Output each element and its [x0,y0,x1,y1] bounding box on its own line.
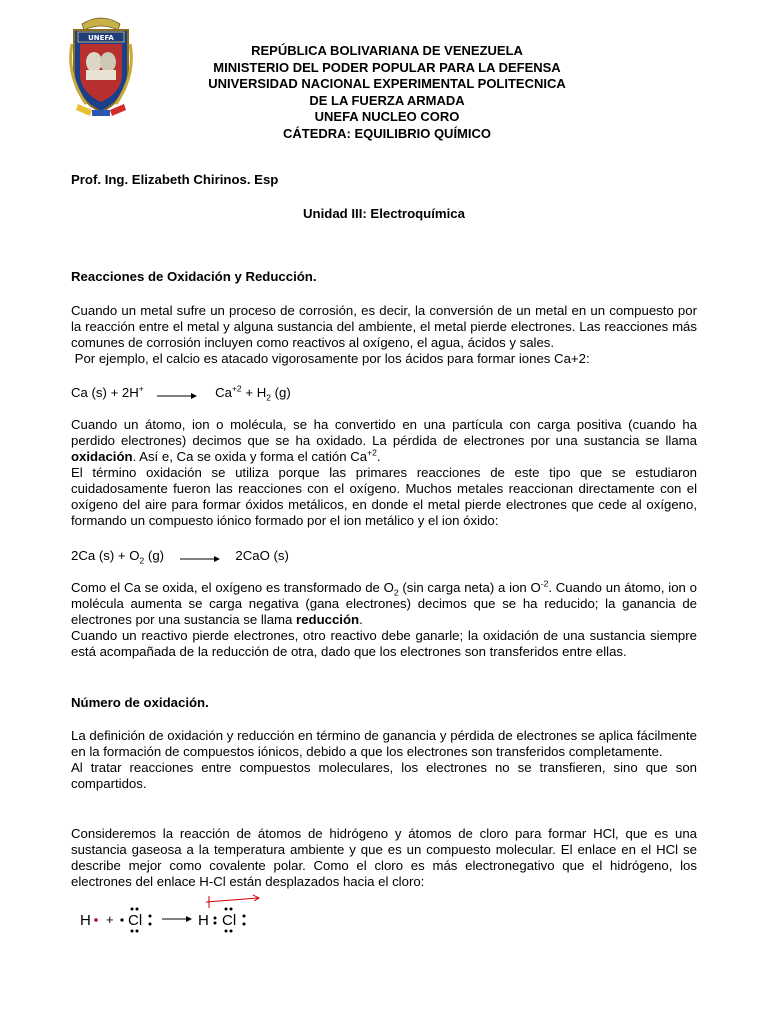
reaction-arrow-icon [180,552,222,562]
paragraph-reduction-definition: Como el Ca se oxida, el oxígeno es transformado de $O_2$ (sin carga neta) a ion $O^{-2}$. Cuando un átomo, ion o molécula aumenta se carga negativa (gana electrones) decimos que se ha reducido; la ganancia de electrones por una sustancia se llama reducción. Cuando un reactivo pierde electrones, otro reactivo debe ganarle; la oxidación de una sustancia siempre está acompañada de la reducción de otra, dado que los electrones son transferidos entre ellas. [71,578,697,659]
paragraph-calcium-example: Por ejemplo, el calcio es atacado vigorosamente por los ácidos para formar iones Ca+2: [71,351,590,366]
paragraph-oxidation-term: El término oxidación se utiliza porque las primares reacciones de este tipo que se estudiaron cuidadosamente fueron las reacciones con el oxígeno. Muchos metales reaccionan directamente con el oxígeno del aire para formar óxidos metálicos, en donde el metal pierde electrones que cede al oxígeno, formando un compuesto iónico formado por el ion metálico y el ion óxido: [71,465,697,528]
paragraph-electron-transfer: Cuando un reactivo pierde electrones, otro reactivo debe ganarle; la oxidación de una sustancia siempre está acompañada de la reducción de otra, dado que los electrones son transferidos entre ellas. [71,628,697,659]
header-line: REPÚBLICA BOLIVARIANA DE VENEZUELA [251,43,523,58]
lewis-h: H [80,912,91,929]
lewis-h-product: H [198,912,209,929]
lewis-cl: Cl [128,912,143,929]
logo-text: UNEFA [88,34,114,42]
header-line: MINISTERIO DEL PODER POPULAR PARA LA DEFENSA [213,59,561,75]
unit-title: Unidad III: Electroquímica [303,206,465,221]
paragraph-hcl [71,826,697,890]
unefa-shield-logo [68,14,134,118]
term-reduction: reducción [296,612,360,627]
header-line: CÁTEDRA: EQUILIBRIO QUÍMICO [283,125,491,141]
header-line: UNEFA NUCLEO CORO [314,109,460,124]
electron-dot-red [94,918,98,922]
header-line: DE LA FUERZA ARMADA [309,92,465,108]
paragraph-oxidation-definition: Cuando un átomo, ion o molécula, se ha convertido en una partícula con carga positiva (cuando ha perdido electrones) decimos que se ha oxidado. La pérdida de electrones por una sustancia se llama oxidación. Así e, Ca se oxida y forma el catión $Ca^{+2}$. El término oxidación se utiliza porque las primares reacciones de este tipo que se estudiaron cuidadosamente fueron las reacciones con el oxígeno. Muchos metales reaccionan directamente con el oxígeno del aire para formar óxidos metálicos, en donde el metal pierde electrones que cede al oxígeno, formando un compuesto iónico formado por el ion metálico y el ion óxido: [71,417,697,528]
institution-header [140,43,634,142]
paragraph-text: Al tratar reacciones entre compuestos moleculares, los electrones no se transfieren, sino que son compartidos. [71,760,697,791]
lewis-structure-hcl [70,892,270,940]
reaction-arrow-icon [157,389,199,399]
paragraph-ionic-compounds [71,728,697,792]
section-heading-oxidation-number: Número de oxidación. [71,695,209,710]
professor-name: Prof. Ing. Elizabeth Chirinos. Esp [71,172,279,187]
equation-calcium-oxygen: 2Ca $(s) + O_2$ (g) 2CaO (s) [71,548,289,566]
polarity-arrow-icon [206,898,258,902]
section-heading-redox: Reacciones de Oxidación y Reducción. [71,269,317,284]
paragraph-text: Cuando un metal sufre un proceso de corrosión, es decir, la conversión de un metal en un compuesto por la reacción entre el metal y alguna sustancia del ambiente, el metal pierde electrones. Las reacciones más comunes de corrosión incluyen como reactivos al oxígeno, el agua, ácidos y sales. [71,303,697,350]
lewis-plus: + [106,912,114,927]
equation-calcium-acid: Ca (s) + 2H+ $Ca^{+2} + H_2$ (g) [71,383,291,403]
paragraph-corrosion [71,303,697,351]
paragraph-text: La definición de oxidación y reducción en término de ganancia y pérdida de electrones se aplica fácilmente en la formación de compuestos iónicos, debido a que los electrones son transferidos completamente. [71,728,697,759]
paragraph-text: Consideremos la reacción de átomos de hidrógeno y átomos de cloro para formar HCl, que es una sustancia gaseosa a la temperatura ambiente y que es un compuesto molecular. El enlace en el HCl se describe mejor como covalente polar. Como el cloro es más electronegativo que el hidrógeno, los electrones del enlace H-Cl están desplazados hacia el cloro: [71,826,697,889]
lewis-cl-product: Cl [222,912,237,929]
header-line: UNIVERSIDAD NACIONAL EXPERIMENTAL POLITECNICA [208,76,566,91]
term-oxidation: oxidación [71,449,133,464]
